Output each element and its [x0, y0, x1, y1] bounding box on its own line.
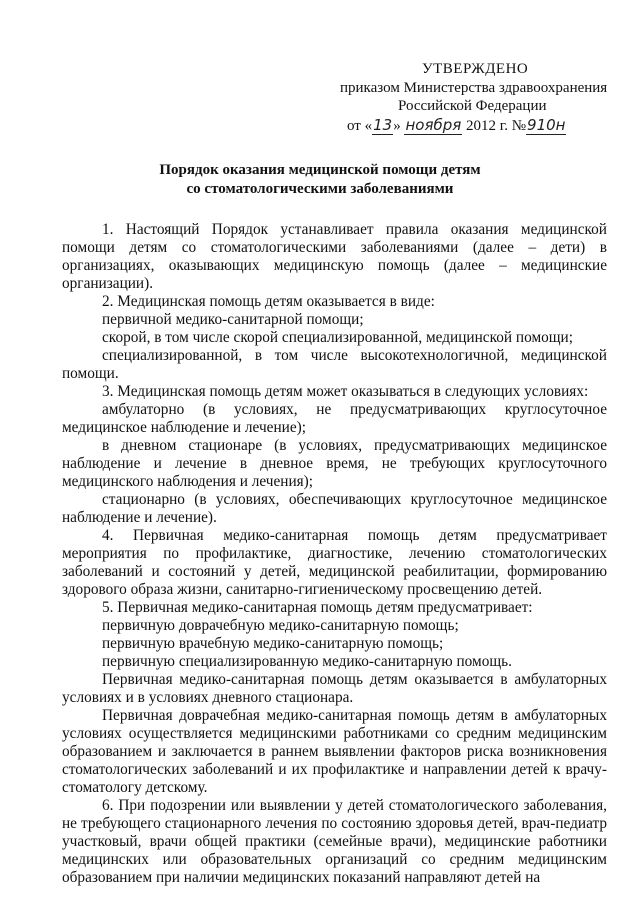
paragraph: 1. Настоящий Порядок устанавливает правила оказания медицинской помощи детям со стоматологическими заболеваниями (далее – дети) в организациях, оказывающих медицинскую помощь (далее – медицинские организации). — [62, 221, 607, 292]
paragraph: Первичная медико-санитарная помощь детям оказывается в амбулаторных условиях и в условиях дневного стационара. — [62, 671, 607, 706]
paragraph: специализированной, в том числе высокотехнологичной, медицинской помощи. — [62, 347, 607, 382]
paragraph: стационарно (в условиях, обеспечивающих круглосуточное медицинское наблюдение и лечение). — [62, 491, 607, 526]
paragraph: 5. Первичная медико-санитарная помощь детям предусматривает: — [102, 599, 533, 616]
paragraph: первичную специализированную медико-санитарную помощь. — [102, 653, 512, 670]
approval-date-line — [347, 116, 566, 135]
paragraph: первичную врачебную медико-санитарную помощь; — [102, 635, 444, 652]
paragraph: скорой, в том числе скорой специализированной, медицинской помощи; — [102, 329, 573, 346]
paragraph: амбулаторно (в условиях, не предусматривающих круглосуточное медицинское наблюдение и лечение); — [62, 401, 607, 436]
approval-line-ministry: приказом Министерства здравоохранения — [340, 80, 608, 96]
document-body — [62, 221, 607, 887]
approval-line-federation: Российской Федерации — [398, 98, 547, 114]
document-title-line-2: со стоматологическими заболеваниями — [186, 181, 454, 197]
paragraph: 6. При подозрении или выявлении у детей стоматологического заболевания, не требующего стационарного лечения по состоянию здоровья детей, врач-педиатр участковый, врачи общей практики (семейные врачи), медицинские работники медицинских или образовательных организаций со средним медицинским образованием при наличии медицинских показаний направляют детей на — [62, 797, 607, 886]
date-year: 2012 г. № — [466, 118, 527, 134]
date-prefix: от « — [347, 118, 373, 134]
paragraph: 3. Медицинская помощь детям может оказываться в следующих условиях: — [102, 383, 589, 400]
date-mid: » — [393, 118, 401, 134]
handwritten-day: 13 — [373, 116, 393, 134]
paragraph: 4. Первичная медико-санитарная помощь детям предусматривает мероприятия по профилактике, диагностике, лечению стоматологических заболеваний и состояний у детей, медицинской реабилитации, формированию здорового образа жизни, санитарно-гигиеническому просвещению детей. — [62, 527, 607, 598]
paragraph: в дневном стационаре (в условиях, предусматривающих медицинское наблюдение и лечение в дневное время, не требующих круглосуточного медицинского наблюдения и лечения); — [62, 437, 607, 490]
approval-title: УТВЕРЖДЕНО — [422, 61, 529, 77]
paragraph: первичной медико-санитарной помощи; — [102, 311, 364, 328]
document-title-line-1: Порядок оказания медицинской помощи детям — [159, 162, 481, 178]
paragraph: первичную доврачебную медико-санитарную помощь; — [102, 617, 459, 634]
handwritten-order-number: 910н — [527, 116, 566, 134]
paragraph: Первичная доврачебная медико-санитарная помощь детям в амбулаторных условиях осуществляется медицинскими работниками со средним медицинским образованием и заключается в раннем выявлении факторов риска возникновения стоматологических заболеваний и их профилактике и направлении детей к врачу-стоматологу детскому. — [62, 707, 607, 796]
handwritten-month: ноября — [405, 116, 462, 134]
paragraph: 2. Медицинская помощь детям оказывается в виде: — [102, 293, 435, 310]
